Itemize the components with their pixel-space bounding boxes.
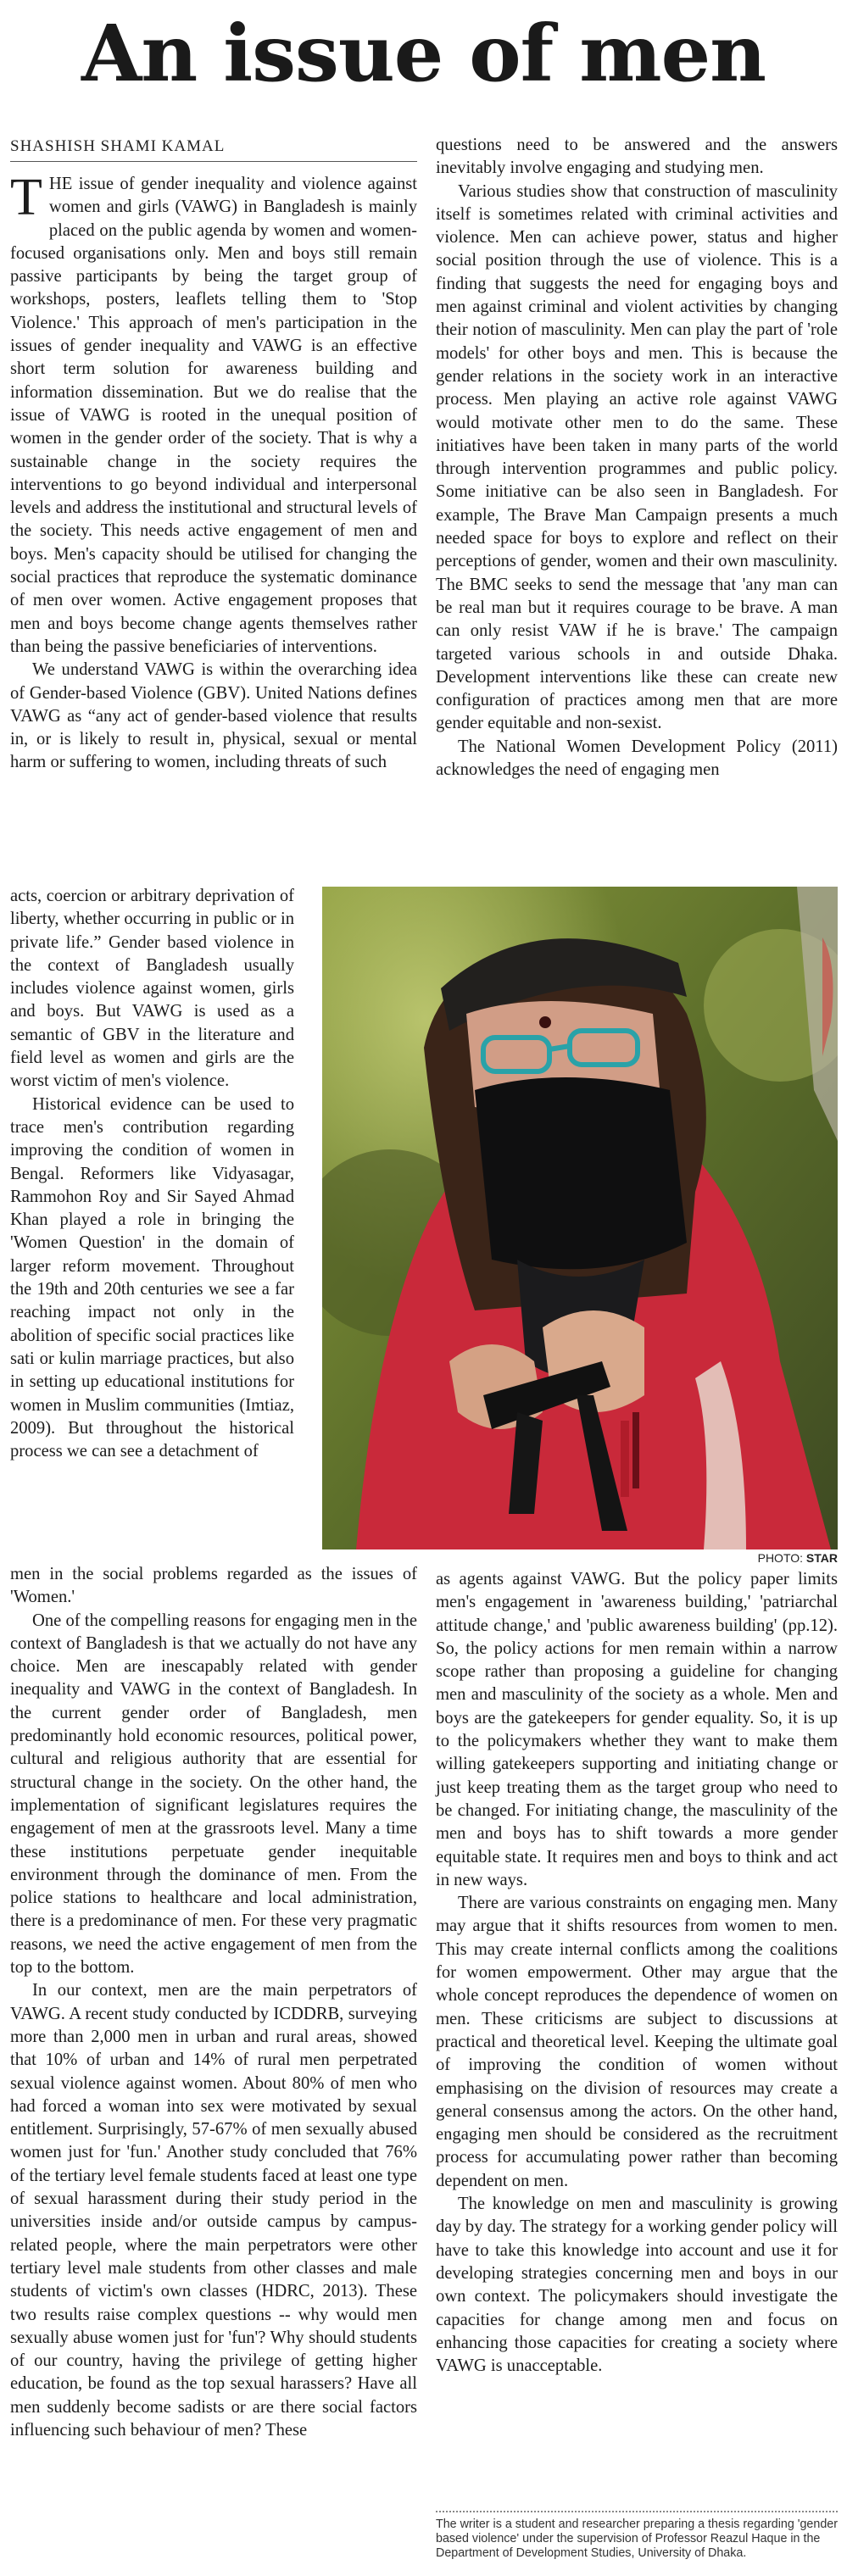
paragraph: We understand VAWG is within the overarching idea of Gender-based Violence (GBV). United Nations defines VAWG as “any act of gender-based violence that results in, or is likely to result in, physical, sexual or mental harm or suffering to women, including threats of such [10, 660, 417, 772]
paragraph-continued: questions need to be answered and the answers inevitably involve engaging and studying men. [436, 136, 838, 178]
paragraph-continued: men in the social problems regarded as the issues of 'Women.' [10, 1565, 417, 1607]
paragraph: The National Women Development Policy (2011) acknowledges the need of engaging men [436, 737, 838, 780]
paragraph: The knowledge on men and masculinity is growing day by day. The strategy for a working gender policy will have to take this knowledge into account and use it for developing strategies concerning men and boys in our own context. The policymakers should investigate the capacities for change among men and focus on enhancing those capacities for creating a society where VAWG is unacceptable. [436, 2195, 838, 2376]
photo-credit: PHOTO: STAR [757, 1551, 838, 1565]
article-column-left-bottom [10, 1563, 417, 2576]
paragraph: One of the compelling reasons for engaging men in the context of Bangladesh is that we actually do not have any choice. Men are inescapably related with gender inequality and VAWG in the context of Bangladesh. In the current gender order of Bangladesh, men predominantly hold economic resources, political power, cultural and religious authority that are essential for structural change in the society. On the other hand, the implementation of significant legislatures requires the engagement of men at the grassroots level. Many a time these institutions perpetuate gender inequitable environment through the dominance of men. From the police stations to healthcare and local administration, there is a predominance of men. For these very pragmatic reasons, we need the active engagement of men from the top to the bottom. [10, 1611, 417, 1978]
headline: An issue of men [81, 8, 766, 99]
byline-divider [10, 161, 417, 162]
paragraph: Various studies show that construction of masculinity itself is sometimes related with criminal activities and violence. Men can achieve power, status and higher social position through the use of violence. This is a finding that suggests the need for engaging boys and men against criminal and violent activities by changing their notion of masculinity. Men can play the part of 'role models' for other boys and men. This is because the gender relations in the society work in an interactive process. Men playing an active role against VAWG would motivate other men to do the same. These initiatives have been taken in many parts of the world through intervention programmes and public policy. Some initiative can be also seen in Bangladesh. For example, The Brave Man Campaign presents a much needed space for boys to explore and reflect on their perceptions of gender, women and their own masculinity. The BMC seeks to send the message that 'any man can be real man but it requires courage to be brave. A man can only resist VAW if he is brave.' The campaign targeted various schools in and outside Dhaka. Development interventions like these can create new configuration of practices among men that are more gender equitable and non-sexist. [436, 181, 838, 733]
byline: SHASHISH SHAMI KAMAL [10, 137, 226, 155]
protest-photo [322, 887, 838, 1549]
paragraph-continued: as agents against VAWG. But the policy paper limits men's engagement in 'awareness building,' 'patriarchal attitude change,' and 'public awareness building' (pp.12). So, the policy actions for men remain within a narrow scope rather than proposing a guideline for changing men and masculinity of the society as a whole. Men and boys are the gatekeepers for gender equality. So, it is up to the policymakers whether they want to make them willing gatekeepers supporting and initiating change or just keep treating them as the target group who need to be changed. For initiating change, the masculinity of the men and boys has to shift towards a more gender equitable state. It requires men and boys to think and act in new ways. [436, 1570, 838, 1889]
article-column-right-bottom [436, 1568, 838, 2543]
article-column-left-narrow [10, 885, 294, 1563]
drop-cap: T [10, 169, 42, 226]
article-column-left-top [10, 169, 417, 885]
paragraph: Historical evidence can be used to trace men's contribution regarding improving the condition of women in Bengal. Reformers like Vidyasagar, Rammohon Roy and Sir Sayed Ahmad Khan played a role in bringing the 'Women Question' in the domain of larger reform movement. Throughout the 19th and 20th centuries we see a far reaching impact not only in the abolition of specific social practices like sati or kulin marriage practices, but also in setting up educational institutions for women in Muslim communities (Imtiaz, 2009). But throughout the historical process we can see a detachment of [10, 1094, 294, 1461]
article-column-right-top [436, 134, 838, 888]
paragraph: There are various constraints on engaging men. Many may argue that it shifts resources from women to men. This may create internal conflicts among the coalitions for women empowerment. Other may argue that the whole concept reproduces the dependence of women on men. These criticisms are subject to discussions at practical and theoretical level. Keeping the ultimate goal of improving the condition of women without emphasising on the division of resources may create a general consensus among the actors. On the other hand, engaging men should be considered as the recruitment process for accumulating power rather than becoming dependent on men. [436, 1894, 838, 2190]
author-note: The writer is a student and researcher preparing a thesis regarding 'gender based violence' under the supervision of Professor Reazul Haque in the Department of Development Studies, University of Dhaka. [436, 2518, 838, 2560]
paragraph-continued: acts, coercion or arbitrary deprivation of liberty, whether occurring in public or in private life.” Gender based violence in the context of Bangladesh usually includes violence against women, girls and boys. But VAWG is used as a semantic of GBV in the literature and field level as women and girls are the worst victim of men's violence. [10, 887, 294, 1091]
author-note-divider [436, 2511, 838, 2512]
paragraph: In our context, men are the main perpetrators of VAWG. A recent study conducted by ICDDRB, surveying more than 2,000 men in urban and rural areas, showed that 10% of urban and 14% of rural men perpetrated sexual violence against women. About 80% of men who had forced a woman into sex were motivated by sexual entitlement. Surprisingly, 57-67% of men sexually abused women just for 'fun.' Another study concluded that 76% of the tertiary level female students faced at least one type of sexual harassment during their study period in the universities inside and/or outside campus by campus-related people, where the main perpetrators were other tertiary level male students from other classes and male students of victim's own classes (HDRC, 2013). These two results raise complex questions -- why would men sexually abuse women just for 'fun'? Why should students of our country, having the privilege of getting higher education, be found as the top sexual harassers? Have all men suddenly become sadists or are there social factors influencing such behaviour of men? These [10, 1981, 417, 2440]
paragraph-intro: THE issue of gender inequality and violence against women and girls (VAWG) in Bangladesh is mainly placed on the public agenda by women and women-focused organisations only. Men and boys still remain passive participants by being the target group of workshops, posters, leaflets telling them to 'Stop Violence.' This approach of men's participation in the issues of gender inequality and VAWG is an effective short term solution for awareness building and information dissemination. But we do realise that the issue of VAWG is rooted in the unequal position of women in the gender order of the society. That is why a sustainable change in the society requires the interventions to go beyond individual and interpersonal levels and address the institutional and structural levels of the society. This needs active engagement of men and boys. Men's capacity should be utilised for changing the social practices that reproduce the systematic dominance of men over women. Active engagement proposes that men and boys become change agents themselves rather than being the passive beneficiaries of interventions. [10, 169, 417, 656]
